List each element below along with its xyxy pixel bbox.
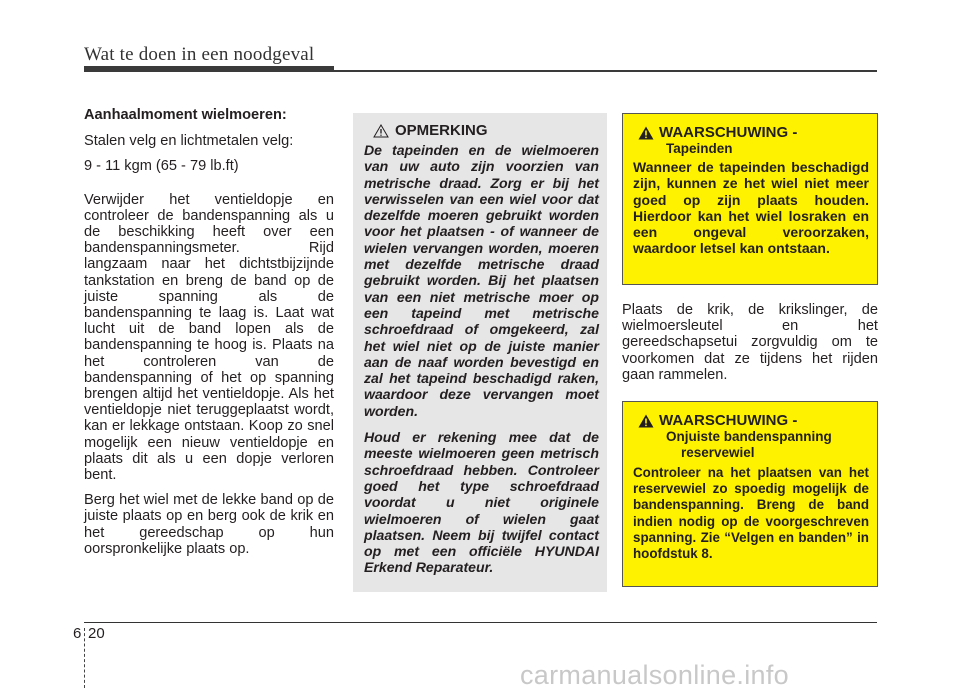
warning-subtitle-2: reservewiel xyxy=(681,445,755,460)
chapter-number: 6 xyxy=(73,625,82,642)
warning-title: WAARSCHUWING - xyxy=(659,412,798,429)
warning-body: Wanneer de tapeinden beschadigd zijn, kunnen ze het wiel niet meer goed op zijn plaats houden. Hierdoor kan het wiel losraken en een ongeval veroorzaken, waardoor letsel kan ontstaan. xyxy=(633,159,869,257)
warning-title: WAARSCHUWING - xyxy=(659,124,798,141)
warning-subtitle: Tapeinden xyxy=(666,141,733,156)
note-box xyxy=(353,113,607,592)
torque-heading: Aanhaalmoment wielmoeren: xyxy=(84,107,287,123)
footer-dashed-divider xyxy=(84,628,85,688)
header-rule xyxy=(334,70,877,72)
rim-type-line: Stalen velg en lichtmetalen velg: xyxy=(84,133,294,150)
page-number: 20 xyxy=(88,625,105,642)
warning-box-tapeinden xyxy=(622,113,878,285)
jack-storage-paragraph: Plaats de krik, de krikslinger, de wielmoersleutel en het gereedschapsetui zorgvuldig om te voorkomen dat ze tijdens het rijden gaan rammelen. xyxy=(622,302,878,383)
warning-body: Controleer na het plaatsen van het reservewiel zo spoedig mogelijk de bandenspanning. Breng de band indien nodig op de voorgeschreven spanning. Zie “Velgen en banden” in hoofdstuk 8. xyxy=(633,465,869,562)
note-title: OPMERKING xyxy=(395,122,488,139)
footer-rule xyxy=(84,622,877,623)
warning-box-bandenspanning xyxy=(622,401,878,587)
torque-value-line: 9 - 11 kgm (65 - 79 lb.ft) xyxy=(84,158,239,175)
note-header xyxy=(373,122,599,139)
left-column xyxy=(84,107,334,566)
page-header-title: Wat te doen in een noodgeval xyxy=(84,44,315,65)
watermark: carmanualsonline.info xyxy=(520,660,789,690)
header-bar xyxy=(84,66,334,72)
warning-triangle-icon xyxy=(638,414,654,428)
warning-triangle-icon xyxy=(638,126,654,140)
warning-triangle-outline-icon xyxy=(373,124,389,138)
note-paragraph-1: De tapeinden en de wielmoeren van uw auto zijn voorzien van metrische draad. Zorg er bij het verwisselen van een wiel voor dat dezelfde moeren gebruikt worden voor het plaatsen - of wanneer de wielen vervangen worden, moeren met dezelfde metrische draad gebruikt worden. Bij het plaatsen van een niet metrische moer op een tapeind met metrische schroefdraad of omgekeerd, zal het wiel niet op de juiste manier aan de naaf worden bevestigd en zal het tapeind beschadigd raken, waardoor deze vervangen moet worden. xyxy=(364,142,599,419)
warning-subtitle-1: Onjuiste bandenspanning xyxy=(666,429,832,444)
warning-header xyxy=(638,412,869,461)
warning-header xyxy=(638,124,869,157)
note-paragraph-2: Houd er rekening mee dat de meeste wielmoeren geen metrisch schroefdraad hebben. Controleer goed het type schroefdraad voordat u niet originele wielmoeren of wielen gaat plaatsen. Neem bij twijfel contact op met een officiële HYUNDAI Erkend Reparateur. xyxy=(364,429,599,576)
tire-pressure-paragraph: Verwijder het ventieldopje en controleer de bandenspanning als u de beschikking heeft over een bandenspanningsmeter. Rijd langzaam naar het dichtstbijzijnde tankstation en breng de band op de juiste spanning als de bandenspanning te laag is. Laat wat lucht uit de band lopen als de bandenspanning te hoog is. Plaats na het controleren van de bandenspanning of het op spanning brengen altijd het ventieldopje. Als het ventieldopje niet teruggeplaatst wordt, kan er lekkage ontstaan. Koop zo snel mogelijk een nieuw ventieldopje en plaats dit als u een dopje verloren bent. xyxy=(84,191,334,484)
storage-paragraph: Berg het wiel met de lekke band op de juiste plaats op en berg ook de krik en het gereedschap op hun oorspronkelijke plaats op. xyxy=(84,492,334,557)
